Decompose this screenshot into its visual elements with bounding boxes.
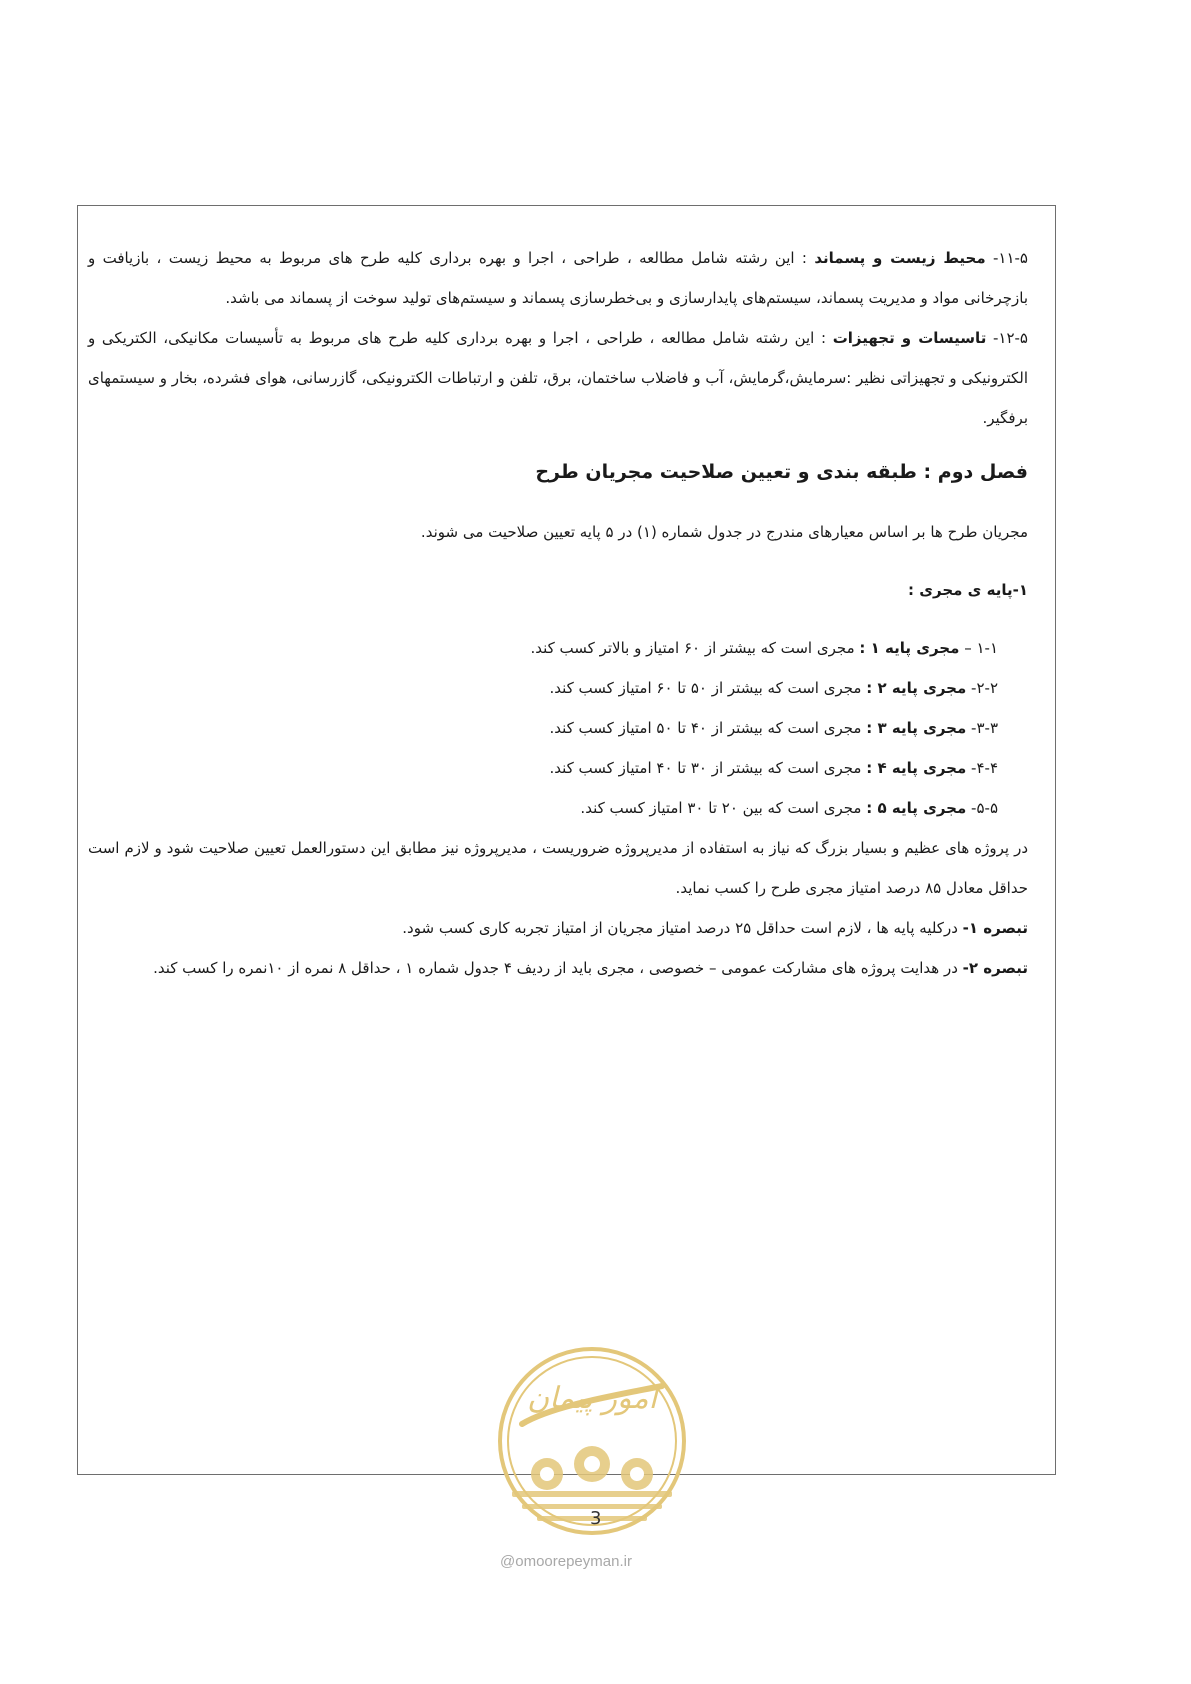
section-11-paragraph xyxy=(88,238,1028,318)
level-item xyxy=(88,628,1028,668)
level-text: مجری است که بیشتر از ۵۰ تا ۶۰ امتیاز کسب کند. xyxy=(549,679,862,697)
level-item xyxy=(88,788,1028,828)
level-title: مجری پایه ۴ : xyxy=(866,759,967,777)
level-number: ۵-۵- xyxy=(971,799,998,817)
section-12-title: تاسیسات و تجهیزات xyxy=(832,329,987,347)
level-number: ۳-۳- xyxy=(971,719,998,737)
section-11-text: : این رشته شامل مطالعه ، طراحی ، اجرا و بهره برداری کلیه طرح های مربوط به محیط زیست ، بازیافت و بازچرخانی مواد و مدیریت پسماند، سیستم‌های پایدارسازی و بی‌خطرسازی پسماند و سیستم‌های تولید سوخت از پسماند می باشد. xyxy=(88,249,1028,307)
intro-paragraph: مجریان طرح ها بر اساس معیارهای مندرج در جدول شماره (۱) در ۵ پایه تعیین صلاحیت می شوند. xyxy=(420,523,1028,541)
level-title: مجری پایه ۳ : xyxy=(866,719,967,737)
note-1-label: تبصره ۱- xyxy=(962,919,1028,937)
level-title: مجری پایه ۲ : xyxy=(866,679,967,697)
level-number: ۱-۱ – xyxy=(964,639,998,657)
page-number: 3 xyxy=(590,1508,602,1529)
section-11-title: محیط زیست و پسماند xyxy=(814,249,986,267)
level-number: ۴-۴- xyxy=(971,759,998,777)
section-12-text: : این رشته شامل مطالعه ، طراحی ، اجرا و بهره برداری کلیه طرح های مربوط به تأسیسات مکانیکی، الکتریکی و الکترونیکی و تجهیزاتی نظیر :سرمایش،گرمایش، آب و فاضلاب ساختمان، برق، تلفن و ارتباطات الکترونیکی، گازرسانی، هوای فشرده، بخار و سیستمهای برفگیر. xyxy=(88,329,1028,427)
level-number: ۲-۲- xyxy=(971,679,998,697)
note-1 xyxy=(88,908,1028,948)
footer-url[interactable]: @omoorepeyman.ir xyxy=(500,1553,632,1570)
level-text: مجری است که بیشتر از ۳۰ تا ۴۰ امتیاز کسب کند. xyxy=(549,759,862,777)
level-text: مجری است که بین ۲۰ تا ۳۰ امتیاز کسب کند. xyxy=(580,799,862,817)
large-projects-paragraph: در پروژه های عظیم و بسیار بزرگ که نیاز به استفاده از مدیرپروژه ضروریست ، مدیرپروژه نیز مطابق این دستورالعمل تعیین صلاحیت شود و لازم است حداقل معادل ۸۵ درصد امتیاز مجری طرح را کسب نماید. xyxy=(88,839,1028,897)
note-2-text: در هدایت پروژه های مشارکت عمومی – خصوصی ، مجری باید از ردیف ۴ جدول شماره ۱ ، حداقل ۸ نمره از ۱۰نمره را کسب کند. xyxy=(153,959,958,977)
level-title: مجری پایه ۵ : xyxy=(866,799,967,817)
document-body xyxy=(88,238,1028,988)
note-2-label: تبصره ۲- xyxy=(962,959,1028,977)
level-item xyxy=(88,668,1028,708)
level-item xyxy=(88,748,1028,788)
level-text: مجری است که بیشتر از ۶۰ امتیاز و بالاتر کسب کند. xyxy=(530,639,855,657)
chapter-heading: فصل دوم : طبقه بندی و تعیین صلاحیت مجریان طرح xyxy=(535,461,1028,483)
section-12-number: ۱۲-۵- xyxy=(992,329,1028,347)
section-12-paragraph xyxy=(88,318,1028,438)
logo-text: امور پیمان xyxy=(527,1381,657,1416)
subheading: ۱-پایه ی مجری : xyxy=(908,581,1028,599)
section-11-number: ۱۱-۵- xyxy=(992,249,1028,267)
level-item xyxy=(88,708,1028,748)
note-2 xyxy=(88,948,1028,988)
level-text: مجری است که بیشتر از ۴۰ تا ۵۰ امتیاز کسب کند. xyxy=(549,719,862,737)
level-title: مجری پایه ۱ : xyxy=(859,639,960,657)
note-1-text: درکلیه پایه ها ، لازم است حداقل ۲۵ درصد امتیاز مجریان از امتیاز تجربه کاری کسب شود. xyxy=(402,919,958,937)
